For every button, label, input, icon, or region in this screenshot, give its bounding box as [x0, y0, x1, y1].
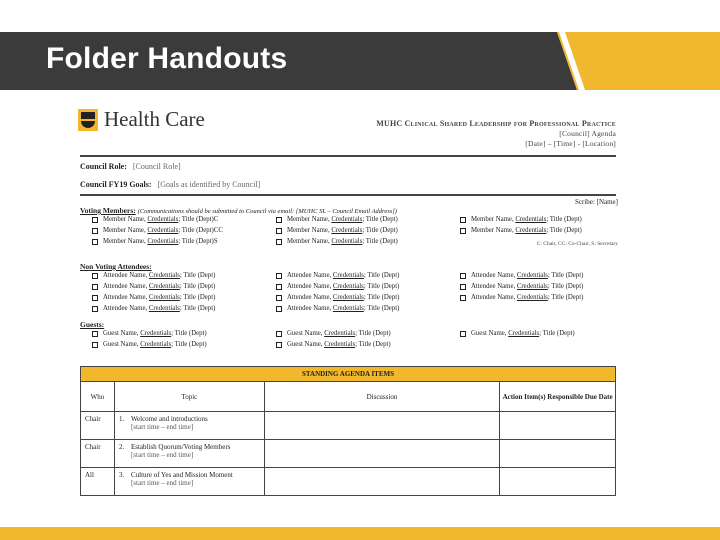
divider: [80, 155, 616, 157]
non-voting-attendee: Attendee Name, Credentials ; Title (Dept): [92, 294, 215, 301]
row-action: [500, 440, 616, 468]
checkbox: [276, 217, 282, 223]
row-who: Chair: [81, 412, 115, 440]
checkbox: [92, 239, 98, 245]
council-goals-label: Council FY19 Goals:: [80, 180, 152, 189]
voting-members-label: Voting Members:: [80, 206, 136, 215]
agenda-band: STANDING AGENDA ITEMS: [81, 367, 616, 382]
checkbox: [276, 228, 282, 234]
non-voting-attendee: Attendee Name, Credentials ; Title (Dept): [276, 283, 399, 290]
divider: [80, 194, 616, 196]
table-row: [81, 412, 616, 440]
voting-member: Member Name, Credentials ; Title (Dept): [276, 238, 398, 245]
council-goals: [80, 180, 260, 189]
agenda-document: [78, 102, 626, 498]
checkbox: [92, 306, 98, 312]
col-header-discussion: Discussion: [264, 382, 499, 412]
voting-member: Member Name, Credentials ; Title (Dept): [276, 216, 398, 223]
non-voting-attendee: Attendee Name, Credentials ; Title (Dept): [460, 272, 583, 279]
checkbox: [460, 217, 466, 223]
voting-members-heading: [80, 206, 397, 215]
guest: Guest Name, Credentials ; Title (Dept): [92, 330, 207, 337]
slide-title: Folder Handouts: [46, 42, 288, 75]
document-header: [376, 119, 616, 149]
non-voting-attendee: Attendee Name, Credentials ; Title (Dept): [460, 283, 583, 290]
table-row: [81, 468, 616, 496]
col-header-who: Who: [81, 382, 115, 412]
voting-members-note: (Communications should be submitted to Council via email: [MUHC SL – Council Email Address]): [137, 208, 397, 215]
mu-logo-icon: [78, 109, 98, 131]
checkbox: [276, 295, 282, 301]
non-voting-attendee: Attendee Name, Credentials ; Title (Dept): [92, 305, 215, 312]
checkbox: [460, 295, 466, 301]
non-voting-heading: Non Voting Attendees:: [80, 262, 152, 271]
checkbox: [92, 228, 98, 234]
row-discussion: [264, 468, 499, 496]
col-header-topic: Topic: [114, 382, 264, 412]
guests-heading: Guests:: [80, 320, 105, 329]
voting-member: Member Name, Credentials ; Title (Dept)S: [92, 238, 218, 245]
voting-member: Member Name, Credentials ; Title (Dept)CC: [92, 227, 223, 234]
scribe: Scribe: [Name]: [575, 198, 618, 206]
council-role-value: [Council Role]: [132, 162, 181, 171]
checkbox: [92, 342, 98, 348]
checkbox: [276, 284, 282, 290]
checkbox: [460, 228, 466, 234]
checkbox: [460, 331, 466, 337]
checkbox: [276, 239, 282, 245]
non-voting-attendee: Attendee Name, Credentials ; Title (Dept): [276, 305, 399, 312]
row-who: Chair: [81, 440, 115, 468]
checkbox: [92, 273, 98, 279]
non-voting-attendee: Attendee Name, Credentials ; Title (Dept): [92, 283, 215, 290]
role-legend: C: Chair, CC: Co-Chair, S: Secretary: [536, 241, 618, 247]
checkbox: [276, 306, 282, 312]
header-line-3: [Date] – [Time] - [Location]: [525, 139, 616, 148]
non-voting-attendee: Attendee Name, Credentials ; Title (Dept): [460, 294, 583, 301]
table-row: [81, 440, 616, 468]
standing-agenda-table: [80, 366, 616, 496]
checkbox: [92, 295, 98, 301]
guest: Guest Name, Credentials ; Title (Dept): [460, 330, 575, 337]
checkbox: [92, 331, 98, 337]
row-action: [500, 412, 616, 440]
header-line-2: [Council] Agenda: [559, 129, 616, 138]
council-goals-value: [Goals as identified by Council]: [157, 180, 261, 189]
bottom-accent-bar: [0, 527, 720, 540]
voting-member: Member Name, Credentials ; Title (Dept): [276, 227, 398, 234]
checkbox: [460, 284, 466, 290]
health-care-logo: [78, 107, 205, 132]
row-who: All: [81, 468, 115, 496]
row-discussion: [264, 412, 499, 440]
guest: Guest Name, Credentials ; Title (Dept): [92, 341, 207, 348]
checkbox: [92, 217, 98, 223]
row-action: [500, 468, 616, 496]
checkbox: [92, 284, 98, 290]
col-header-action: Action Item(s) Responsible Due Date: [500, 382, 616, 412]
guest: Guest Name, Credentials ; Title (Dept): [276, 330, 391, 337]
row-discussion: [264, 440, 499, 468]
council-role: [80, 162, 181, 171]
header-line-1: MUHC Clinical Shared Leadership for Professional Practice: [376, 119, 616, 128]
voting-member: Member Name, Credentials ; Title (Dept): [460, 227, 582, 234]
non-voting-attendee: Attendee Name, Credentials ; Title (Dept): [92, 272, 215, 279]
row-topic: 1. Welcome and introductions [start time – end time]: [114, 412, 264, 440]
row-topic: 2. Establish Quorum/Voting Members [start time – end time]: [114, 440, 264, 468]
voting-member: Member Name, Credentials ; Title (Dept): [460, 216, 582, 223]
checkbox: [276, 331, 282, 337]
row-topic: 3. Culture of Yes and Mission Moment [start time – end time]: [114, 468, 264, 496]
checkbox: [276, 273, 282, 279]
guest: Guest Name, Credentials ; Title (Dept): [276, 341, 391, 348]
council-role-label: Council Role:: [80, 162, 127, 171]
voting-member: Member Name, Credentials ; Title (Dept)C: [92, 216, 218, 223]
logo-text: Health Care: [104, 107, 205, 131]
non-voting-attendee: Attendee Name, Credentials ; Title (Dept): [276, 272, 399, 279]
checkbox: [276, 342, 282, 348]
checkbox: [460, 273, 466, 279]
non-voting-attendee: Attendee Name, Credentials ; Title (Dept): [276, 294, 399, 301]
